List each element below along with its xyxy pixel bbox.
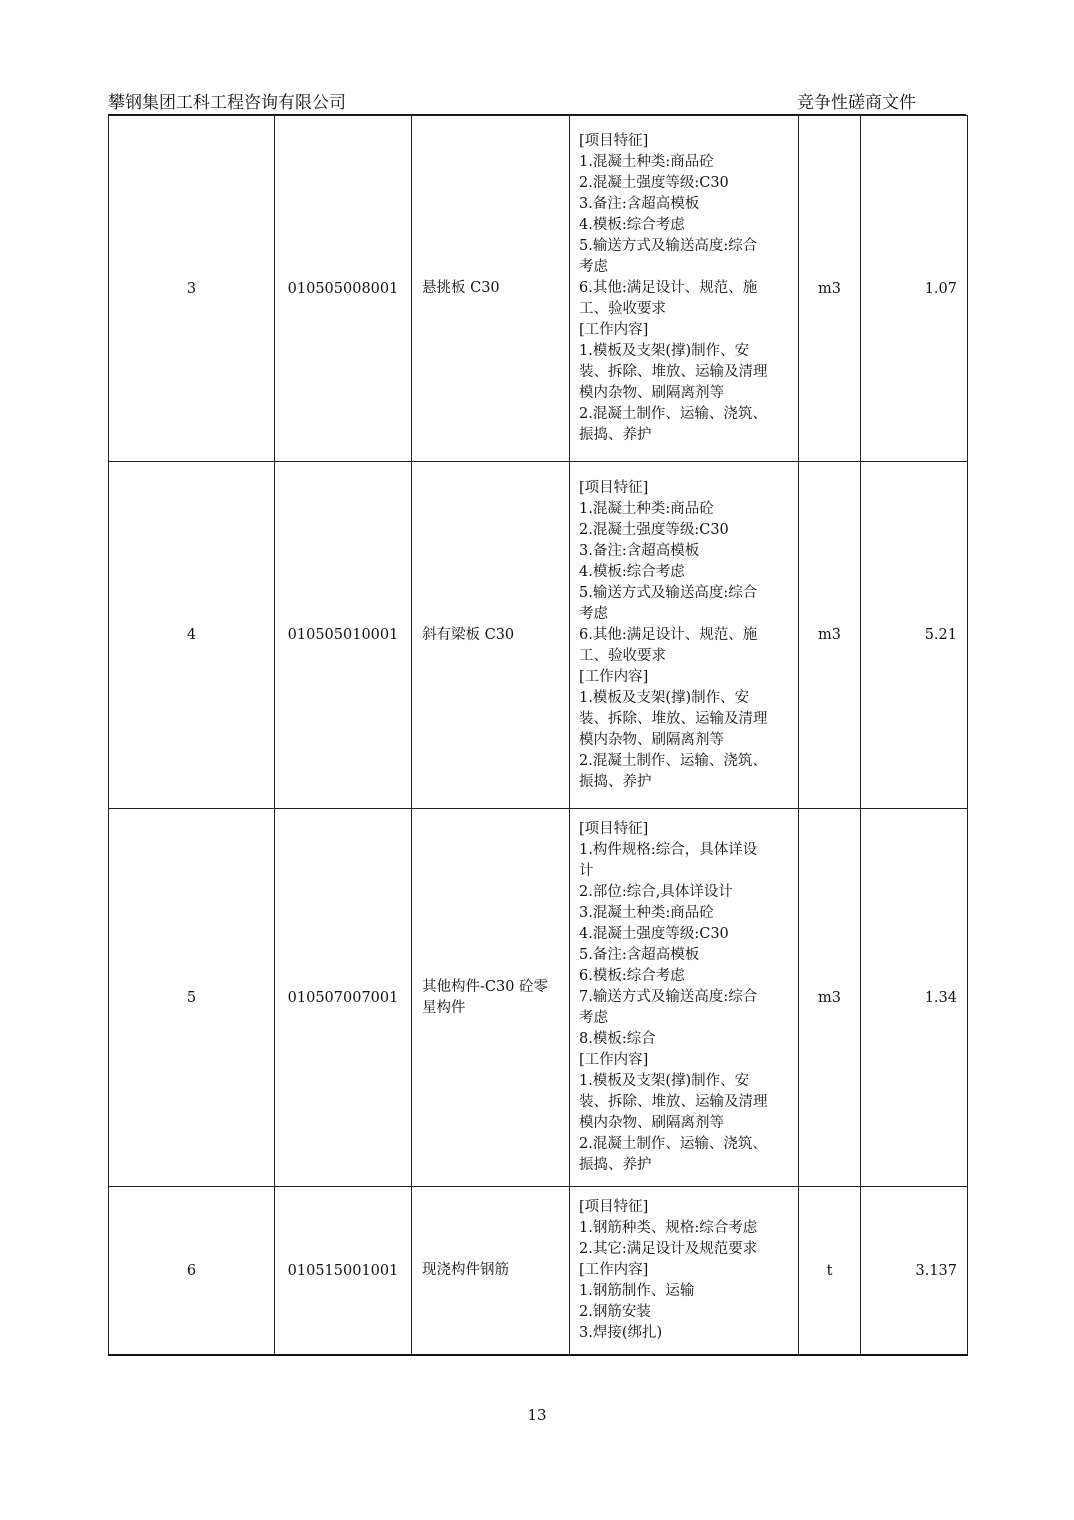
description-line: [工作内容]	[579, 322, 649, 338]
item-description	[570, 809, 799, 1187]
row-index: 6	[109, 1187, 275, 1356]
description-line: 7.输送方式及输送高度:综合	[579, 989, 758, 1005]
description-line: 2.混凝土制作、运输、浇筑、	[579, 752, 767, 769]
item-description	[570, 1187, 799, 1356]
item-code: 010515001001	[275, 1187, 412, 1356]
table-row	[109, 116, 968, 462]
page-header	[108, 86, 966, 115]
description-line: 3.备注:含超高模板	[579, 542, 700, 559]
page-number: 13	[527, 1406, 547, 1424]
description-line: 装、拆除、堆放、运输及清理	[579, 710, 768, 727]
item-name: 斜有梁板 C30	[412, 462, 570, 809]
description-line: 2.混凝土制作、运输、浇筑、	[579, 1136, 767, 1152]
description-line: 1.钢筋制作、运输	[579, 1283, 695, 1299]
description-line: 4.混凝土强度等级:C30	[579, 926, 729, 942]
item-code: 010505010001	[275, 462, 412, 809]
description-line: 5.输送方式及输送高度:综合	[579, 584, 758, 601]
description-line: 模内杂物、刷隔离剂等	[579, 385, 724, 401]
item-name: 其他构件-C30 砼零星构件	[412, 809, 570, 1187]
item-quantity: 1.34	[861, 809, 968, 1187]
description-line: [工作内容]	[579, 1052, 649, 1068]
row-index: 4	[109, 462, 275, 809]
item-quantity: 3.137	[861, 1187, 968, 1356]
table-body	[109, 116, 968, 1356]
row-index: 3	[109, 116, 275, 462]
description-line: 4.模板:综合考虑	[579, 563, 685, 580]
description-line: 1.混凝土种类:商品砼	[579, 500, 714, 517]
description-line: 3.混凝土种类:商品砼	[579, 905, 714, 921]
item-quantity: 5.21	[861, 462, 968, 809]
description-line: 装、拆除、堆放、运输及清理	[579, 1094, 768, 1110]
description-line: 模内杂物、刷隔离剂等	[579, 1115, 724, 1131]
description-line: 模内杂物、刷隔离剂等	[579, 731, 724, 748]
description-line: 1.模板及支架(撑)制作、安	[579, 689, 750, 706]
description-line: 6.其他:满足设计、规范、施	[579, 280, 758, 296]
item-unit: m3	[799, 116, 861, 462]
description-line: 振捣、养护	[579, 427, 652, 443]
description-line: 考虑	[579, 605, 608, 622]
description-line: 1.构件规格:综合，具体详设	[579, 842, 758, 858]
description-line: 1.模板及支架(撑)制作、安	[579, 343, 750, 359]
description-line: 3.备注:含超高模板	[579, 196, 700, 212]
document-type: 竞争性磋商文件	[797, 93, 916, 113]
item-code: 010507007001	[275, 809, 412, 1187]
description-line: 2.部位:综合,具体详设计	[579, 884, 733, 900]
description-line: 1.模板及支架(撑)制作、安	[579, 1073, 750, 1089]
description-line: [项目特征]	[579, 479, 649, 496]
item-unit: m3	[799, 809, 861, 1187]
description-line: 工、验收要求	[579, 647, 666, 664]
description-line: 6.模板:综合考虑	[579, 968, 685, 984]
description-line: 8.模板:综合	[579, 1031, 656, 1047]
item-unit: t	[799, 1187, 861, 1356]
description-line: 2.钢筋安装	[579, 1304, 651, 1320]
table-row	[109, 1187, 968, 1356]
description-line: [项目特征]	[579, 133, 649, 149]
description-line: 振捣、养护	[579, 1157, 652, 1173]
item-code: 010505008001	[275, 116, 412, 462]
description-line: 考虑	[579, 1010, 608, 1026]
table-row	[109, 809, 968, 1187]
description-line: 工、验收要求	[579, 301, 666, 317]
description-line: 5.备注:含超高模板	[579, 947, 700, 963]
item-name: 现浇构件钢筋	[412, 1187, 570, 1356]
description-line: 3.焊接(绑扎)	[579, 1325, 663, 1341]
description-line: 2.混凝土强度等级:C30	[579, 521, 729, 538]
company-name: 攀钢集团工科工程咨询有限公司	[108, 93, 346, 113]
description-line: 2.混凝土制作、运输、浇筑、	[579, 406, 767, 422]
description-line: [项目特征]	[579, 1199, 649, 1215]
item-description	[570, 116, 799, 462]
description-line: 振捣、养护	[579, 773, 652, 790]
item-quantity: 1.07	[861, 116, 968, 462]
description-line: 1.钢筋种类、规格:综合考虑	[579, 1220, 758, 1236]
description-line: [工作内容]	[579, 668, 649, 685]
description-line: [工作内容]	[579, 1262, 649, 1278]
description-line: 2.其它:满足设计及规范要求	[579, 1241, 758, 1257]
description-line: 装、拆除、堆放、运输及清理	[579, 364, 768, 380]
description-line: [项目特征]	[579, 821, 649, 837]
bill-of-quantities-table	[108, 115, 968, 1356]
description-line: 计	[579, 863, 594, 879]
item-unit: m3	[799, 462, 861, 809]
description-line: 5.输送方式及输送高度:综合	[579, 238, 758, 254]
table-row	[109, 462, 968, 809]
row-index: 5	[109, 809, 275, 1187]
description-line: 考虑	[579, 259, 608, 275]
item-description	[570, 462, 799, 809]
item-name: 悬挑板 C30	[412, 116, 570, 462]
description-line: 4.模板:综合考虑	[579, 217, 685, 233]
description-line: 6.其他:满足设计、规范、施	[579, 626, 758, 643]
description-line: 2.混凝土强度等级:C30	[579, 175, 729, 191]
description-line: 1.混凝土种类:商品砼	[579, 154, 714, 170]
